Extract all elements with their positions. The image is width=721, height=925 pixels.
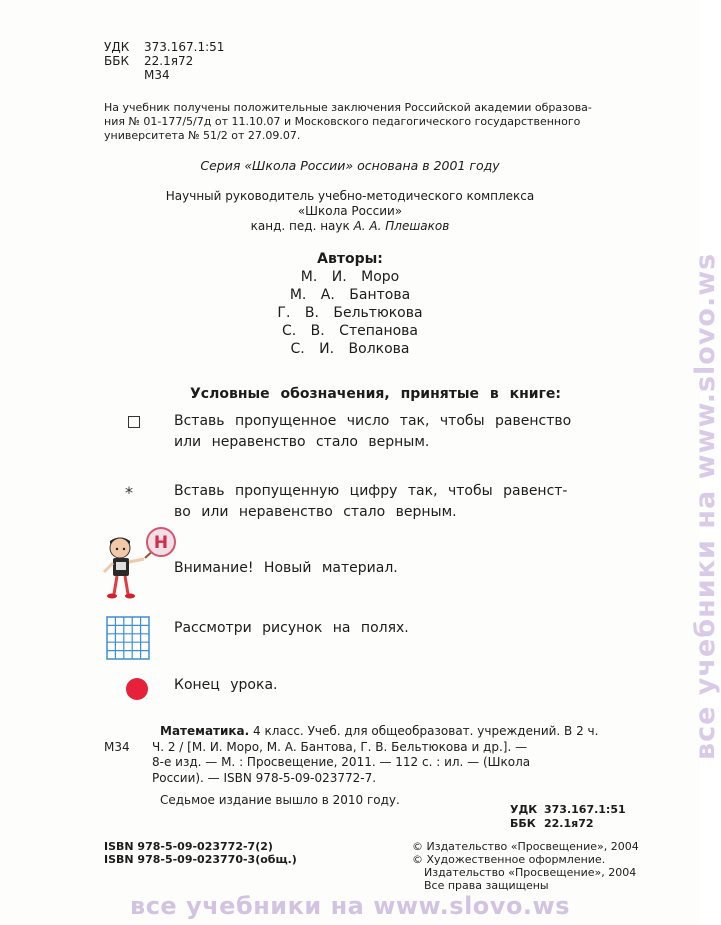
author-code: М34 [144,68,170,82]
author-name: С. И. Волкова [290,341,410,357]
lead-name: А. А. Плешаков [353,219,450,233]
book-title: Математика. [160,724,250,738]
legend-item-picture: Рассмотри рисунок на полях. [174,620,409,636]
side-watermark: все учебники на www.slovo.ws [690,252,721,760]
series-note: Серия «Школа России» основана в 2001 году [200,158,500,173]
lead-degree: канд. пед. наук [250,219,350,233]
isbn-line: ISBN 978-5-09-023770-3(общ.) [104,853,297,866]
bottom-watermark: все учебники на www.slovo.ws [130,892,570,920]
approval-line: университета № 51/2 от 27.09.07. [104,129,301,142]
udk-label: УДК [104,40,130,54]
legend-item-end-of-lesson: Конец урока. [174,677,278,693]
edition-note: Седьмое издание вышло в 2010 году. [160,793,400,807]
copyright-block: © Издательство «Просвещение», 2004 © Художественное оформление. Издательство «Просвещение», 2004 Все права защищены [412,840,639,892]
authors-heading: Авторы: [317,251,383,267]
bibliographic-record: Математика. 4 класс. Учеб. для общеобразоват. учреждений. В 2 ч. М34 Ч. 2 / [М. И. Моро, М. А. Бантова, Г. В. Бельтюкова и др.]. — 8-е изд. — М. : Просвещение, 2011. — 112 с. : ил. — (Школа России). — ISBN 978-5-09-023772-7. [104,724,599,785]
legend-title: Условные обозначения, принятые в книге: [190,386,561,402]
empty-square-icon [128,416,140,428]
lead-line: Научный руководитель учебно-методического комплекса [165,189,535,203]
isbn-block [104,840,297,866]
author-name: М. А. Бантова [289,287,411,303]
asterisk-icon: * [125,483,133,502]
red-dot-icon [126,678,148,700]
authors-block [0,250,700,358]
approval-note [104,101,592,143]
author-code: М34 [104,739,130,754]
legend-item-square: Вставь пропущенное число так, чтобы равенство или неравенство стало верным. [174,413,572,450]
isbn-line: ISBN 978-5-09-023772-7(2) [104,840,273,853]
attention-badge: Н [153,533,169,553]
udk-block [104,40,224,82]
bbk-value: 22.1я72 [144,54,194,68]
approval-line: На учебник получены положительные заключения Российской академии образова- [104,101,592,114]
legend-item-asterisk: Вставь пропущенную цифру так, чтобы равенст- во или неравенство стало верным. [174,483,568,520]
grid-picture-icon [106,616,150,660]
author-name: М. И. Моро [300,269,400,285]
mascot-attention-icon [98,526,182,606]
author-name: С. В. Степанова [281,323,418,339]
lead-line: «Школа России» [297,204,403,218]
approval-line: ния № 01-177/5/7д от 11.10.07 и Московского педагогического государственного [104,115,581,128]
author-name: Г. В. Бельтюкова [277,305,423,321]
footer-udk-block: УДК 373.167.1:51 ББК 22.1я72 [510,803,626,830]
scientific-lead [0,189,700,234]
legend-item-attention: Внимание! Новый материал. [174,560,398,576]
bbk-label: ББК [104,54,129,68]
udk-value: 373.167.1:51 [144,40,225,54]
